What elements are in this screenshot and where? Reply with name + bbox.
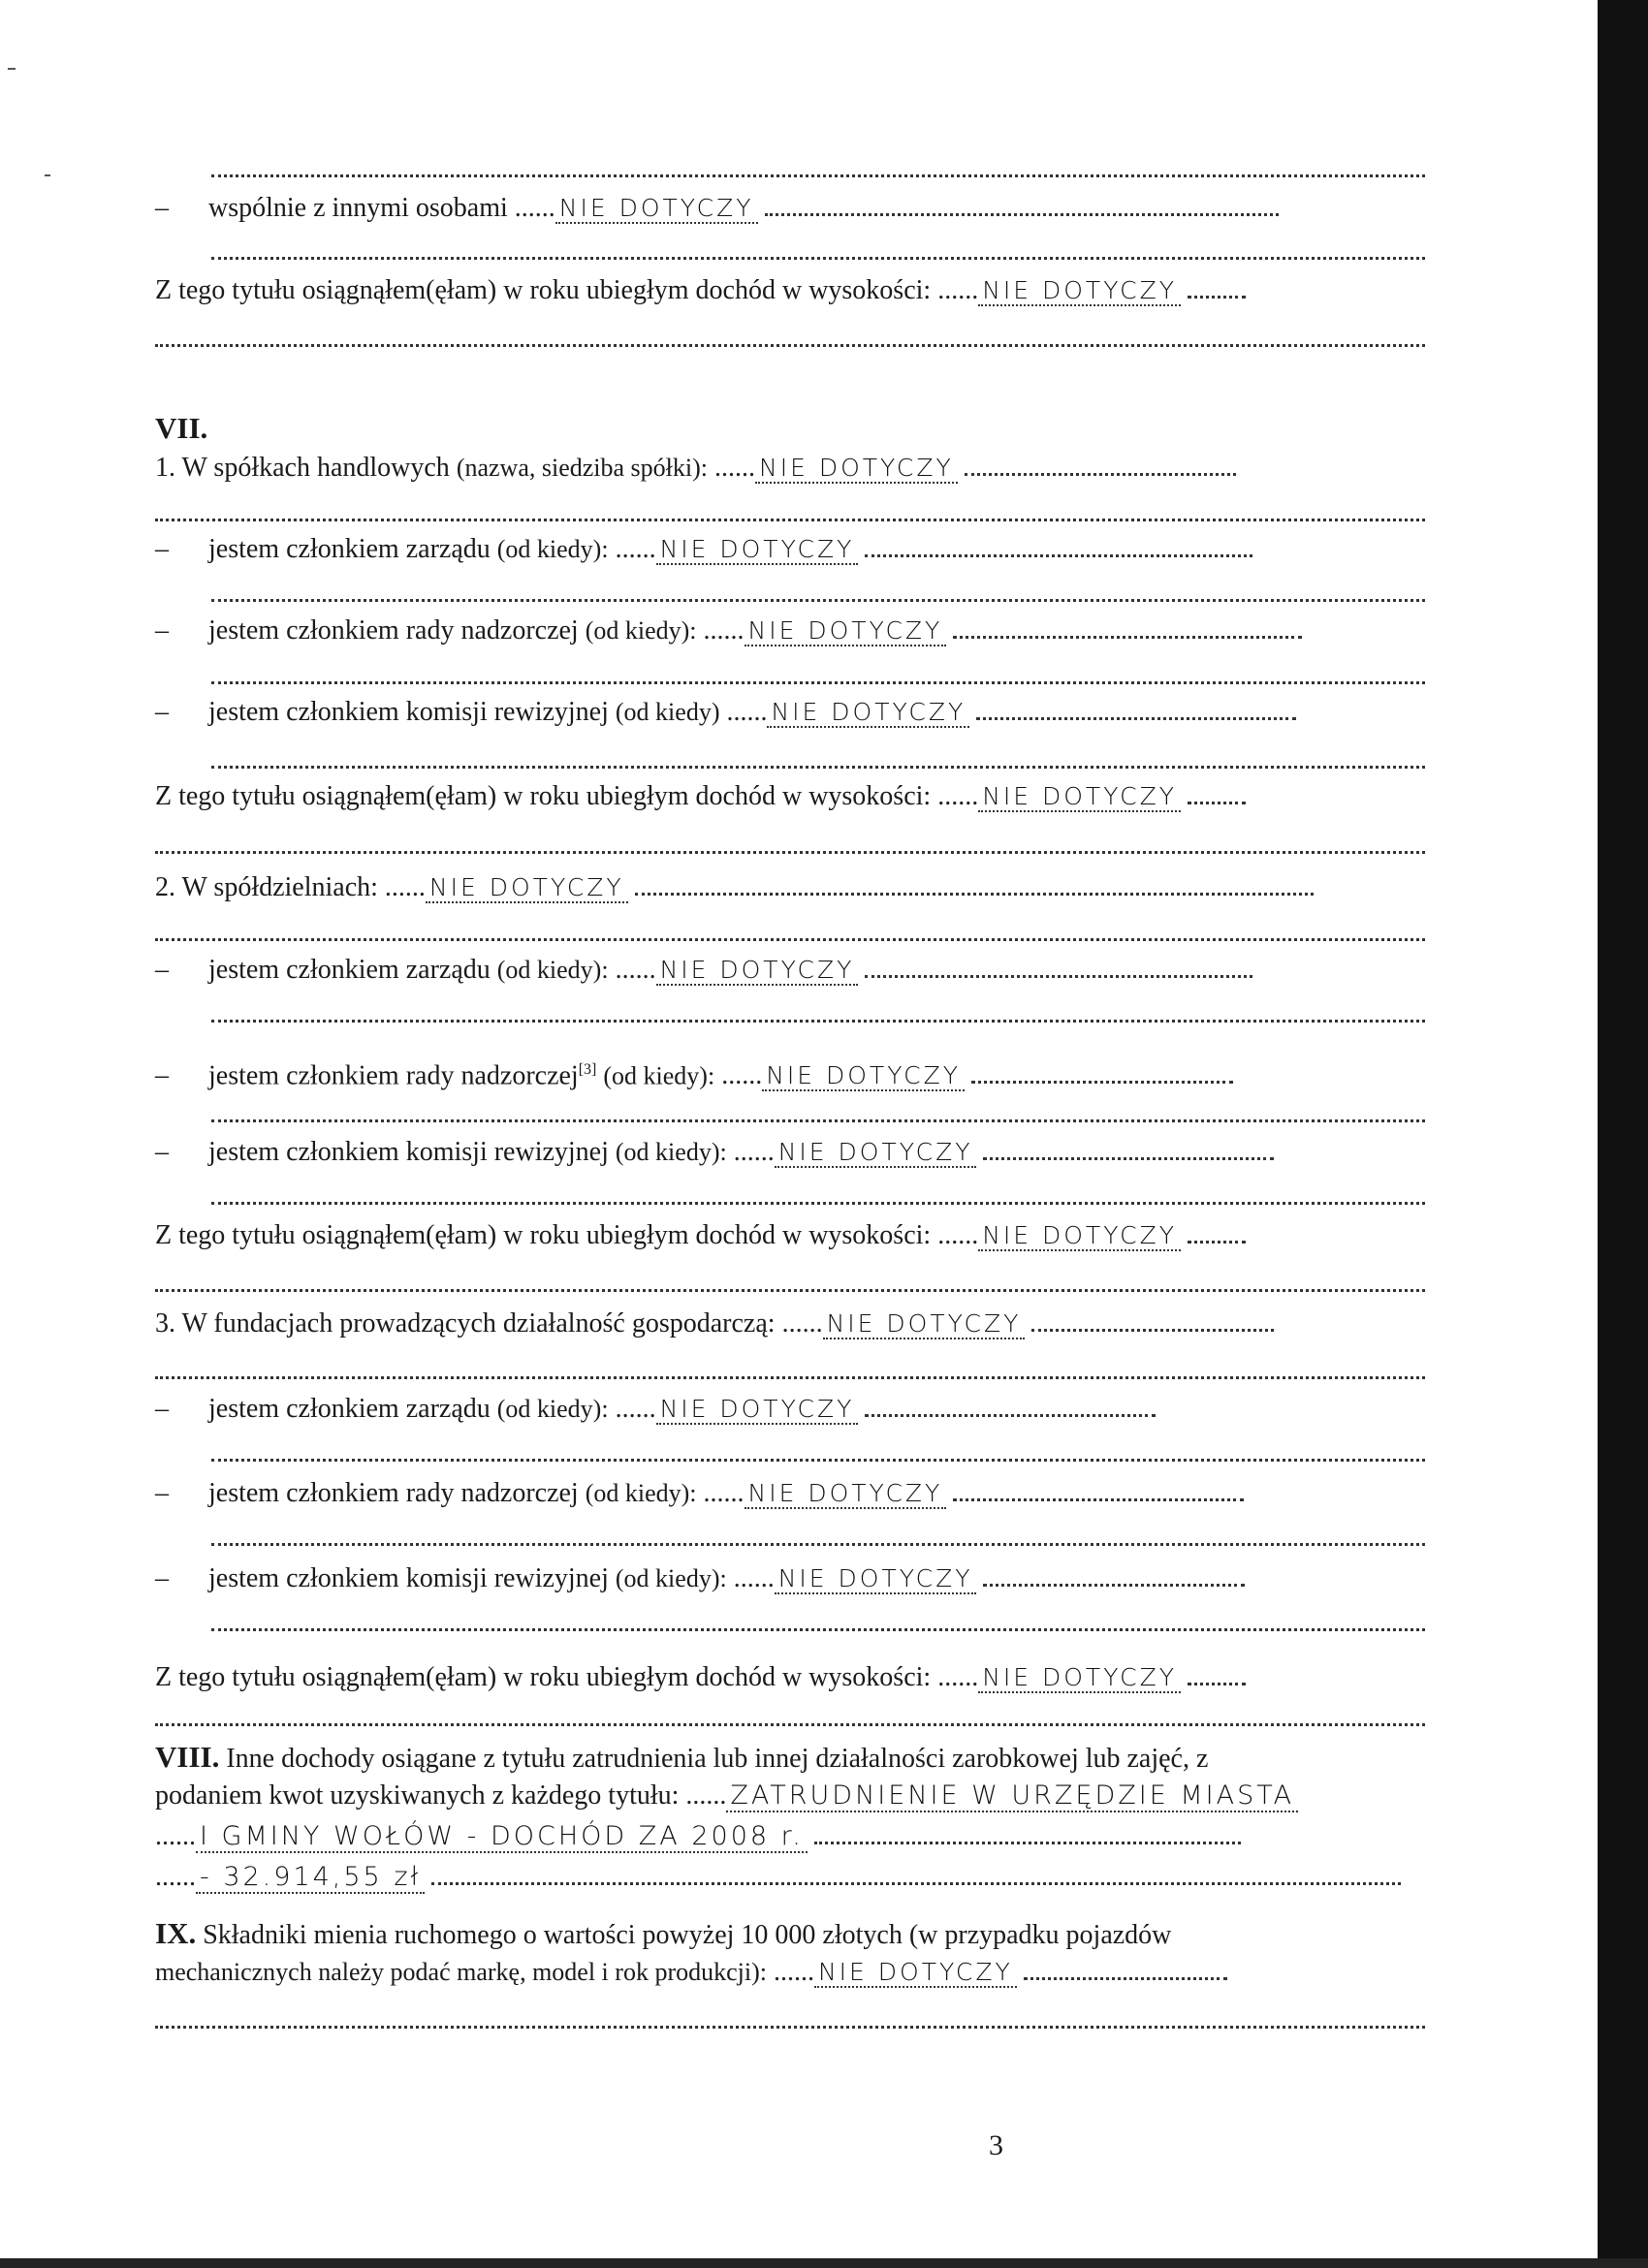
heading-ix: IX. xyxy=(155,1916,197,1950)
handwritten-employer: I GMINY WOŁÓW - DOCHÓD ZA 2008 r. xyxy=(196,1821,808,1853)
dotted-line xyxy=(211,1020,1425,1023)
dotted-line xyxy=(211,681,1425,684)
dotted-line xyxy=(211,1119,1425,1122)
handwritten-answer: NIE DOTYCZY xyxy=(755,454,958,484)
row-income-companies xyxy=(155,780,1425,813)
page-number: 3 xyxy=(989,2129,1003,2161)
handwritten-answer: NIE DOTYCZY xyxy=(745,1479,947,1509)
row-coop-supervisory: – jestem członkiem rady nadzorczej[3] (od kiedy): ...... NIE DOTYCZY xyxy=(155,1054,1425,1092)
label-viii-text2: podaniem kwot uzyskiwanych z każdego tytułu: xyxy=(155,1780,680,1811)
handwritten-amount: - 32.914,55 zł xyxy=(196,1862,425,1894)
dotted-line xyxy=(155,2026,1425,2029)
dotted-line xyxy=(155,938,1425,941)
row-coops xyxy=(155,871,1425,904)
label-jointly: wspólnie z innymi osobami xyxy=(208,193,508,223)
row-viii-3 xyxy=(155,1820,1425,1853)
handwritten-answer: NIE DOTYCZY xyxy=(745,616,947,646)
handwritten-answer: NIE DOTYCZY xyxy=(656,535,859,565)
dotted-line xyxy=(211,766,1425,769)
label-fund-board-note: (od kiedy): xyxy=(496,1395,609,1423)
dotted-line xyxy=(211,174,1425,177)
dotted-line xyxy=(155,851,1425,854)
label-income: Z tego tytułu osiągnąłem(ęłam) w roku ubiegłym dochód w wysokości: xyxy=(155,1662,932,1692)
row-coop-income xyxy=(155,1219,1425,1252)
heading-viii: VIII. xyxy=(155,1740,220,1774)
dotted-line xyxy=(211,1543,1425,1546)
label-audit-note: (od kiedy) xyxy=(615,698,720,726)
handwritten-employment: ZATRUDNIENIE W URZĘDZIE MIASTA xyxy=(726,1780,1298,1812)
row-coop-board: – jestem członkiem zarządu (od kiedy): ...... NIE DOTYCZY xyxy=(155,954,1425,987)
label-fund-board: jestem członkiem zarządu xyxy=(208,1394,491,1424)
label-viii-text1: Inne dochody osiągane z tytułu zatrudnienia lub innej działalności zarobkowej lub zajęć, z xyxy=(226,1744,1209,1774)
label-coop-board-note: (od kiedy): xyxy=(496,956,609,984)
heading-vii: VII. xyxy=(155,411,208,445)
label-coops: 2. W spółdzielniach: xyxy=(155,872,378,902)
dotted-line xyxy=(211,599,1425,602)
handwritten-answer: NIE DOTYCZY xyxy=(978,1663,1181,1693)
label-foundations: 3. W fundacjach prowadzących działalność gospodarczą: xyxy=(155,1308,776,1339)
label-board-note: (od kiedy): xyxy=(496,535,609,563)
handwritten-answer: NIE DOTYCZY xyxy=(426,873,628,903)
label-income: Z tego tytułu osiągnąłem(ęłam) w roku ubiegłym dochód w wysokości: xyxy=(155,275,932,305)
label-fund-audit: jestem członkiem komisji rewizyjnej xyxy=(208,1563,609,1593)
label-companies: 1. W spółkach handlowych xyxy=(155,453,450,483)
handwritten-answer: NIE DOTYCZY xyxy=(555,194,758,224)
label-fund-supervisory: jestem członkiem rady nadzorczej xyxy=(208,1478,579,1508)
dotted-line xyxy=(211,1459,1425,1462)
dotted-line xyxy=(211,1628,1425,1631)
row-audit: – jestem członkiem komisji rewizyjnej (od kiedy) ...... NIE DOTYCZY xyxy=(155,696,1425,729)
row-fund-audit: – jestem członkiem komisji rewizyjnej (od kiedy): ...... NIE DOTYCZY xyxy=(155,1562,1425,1595)
row-supervisory: – jestem członkiem rady nadzorczej (od kiedy): ...... NIE DOTYCZY xyxy=(155,614,1425,647)
row-companies xyxy=(155,452,1425,485)
label-coop-supervisory-note: (od kiedy): xyxy=(603,1061,715,1090)
label-income: Z tego tytułu osiągnąłem(ęłam) w roku ubiegłym dochód w wysokości: xyxy=(155,781,932,811)
label-companies-note: (nazwa, siedziba spółki): xyxy=(456,454,708,482)
scan-mark xyxy=(45,174,50,176)
row-viii-4 xyxy=(155,1861,1425,1894)
label-coop-audit: jestem członkiem komisji rewizyjnej xyxy=(208,1137,609,1167)
row-income-vi xyxy=(155,274,1425,307)
handwritten-answer: NIE DOTYCZY xyxy=(978,782,1181,812)
label-income: Z tego tytułu osiągnąłem(ęłam) w roku ubiegłym dochód w wysokości: xyxy=(155,1220,932,1250)
label-supervisory: jestem członkiem rady nadzorczej xyxy=(208,615,579,646)
dotted-line xyxy=(155,1723,1425,1726)
row-viii-1 xyxy=(155,1741,1425,1776)
label-fund-supervisory-note: (od kiedy): xyxy=(585,1479,697,1507)
scan-right-edge xyxy=(1598,0,1648,2268)
row-fund-supervisory: – jestem członkiem rady nadzorczej (od kiedy): ...... NIE DOTYCZY xyxy=(155,1477,1425,1510)
dotted-line xyxy=(155,1376,1425,1379)
row-fund-board: – jestem członkiem zarządu (od kiedy): ...... NIE DOTYCZY xyxy=(155,1393,1425,1426)
handwritten-answer: NIE DOTYCZY xyxy=(978,1221,1181,1251)
label-ix-text1: Składniki mienia ruchomego o wartości powyżej 10 000 złotych (w przypadku pojazdów xyxy=(203,1920,1172,1950)
dotted-line xyxy=(211,1202,1425,1205)
label-coop-audit-note: (od kiedy): xyxy=(615,1138,727,1166)
row-fund-income xyxy=(155,1661,1425,1694)
footnote-mark: [3] xyxy=(578,1061,597,1078)
label-supervisory-note: (od kiedy): xyxy=(585,616,697,645)
handwritten-answer: NIE DOTYCZY xyxy=(762,1061,965,1091)
handwritten-answer: NIE DOTYCZY xyxy=(656,1395,859,1425)
dotted-line xyxy=(211,257,1425,260)
label-audit: jestem członkiem komisji rewizyjnej xyxy=(208,697,609,727)
scan-mark xyxy=(8,68,16,70)
row-ix-2 xyxy=(155,1956,1425,1989)
handwritten-answer: NIE DOTYCZY xyxy=(775,1138,977,1168)
dotted-line xyxy=(155,344,1425,347)
label-fund-audit-note: (od kiedy): xyxy=(615,1564,727,1592)
label-board: jestem członkiem zarządu xyxy=(208,534,491,564)
row-ix-1 xyxy=(155,1917,1425,1952)
row-board: – jestem członkiem zarządu (od kiedy): ...... NIE DOTYCZY xyxy=(155,533,1425,566)
row-viii-2 xyxy=(155,1780,1425,1812)
dotted-line xyxy=(155,1289,1425,1292)
scan-bottom-edge xyxy=(0,2258,1648,2268)
handwritten-answer: NIE DOTYCZY xyxy=(767,698,969,728)
row-jointly: – wspólnie z innymi osobami ...... NIE DOTYCZY xyxy=(155,192,1425,225)
handwritten-answer: NIE DOTYCZY xyxy=(978,276,1181,306)
label-coop-supervisory: jestem członkiem rady nadzorczej xyxy=(208,1060,579,1091)
label-ix-text2: mechanicznych należy podać markę, model i rok produkcji): xyxy=(155,1958,767,1986)
row-foundations xyxy=(155,1307,1425,1340)
handwritten-answer: NIE DOTYCZY xyxy=(656,956,859,986)
handwritten-answer: NIE DOTYCZY xyxy=(814,1958,1017,1988)
handwritten-answer: NIE DOTYCZY xyxy=(775,1564,977,1594)
dotted-line xyxy=(155,519,1425,521)
handwritten-answer: NIE DOTYCZY xyxy=(823,1309,1026,1339)
label-coop-board: jestem członkiem zarządu xyxy=(208,955,491,985)
row-coop-audit: – jestem członkiem komisji rewizyjnej (od kiedy): ...... NIE DOTYCZY xyxy=(155,1136,1425,1169)
